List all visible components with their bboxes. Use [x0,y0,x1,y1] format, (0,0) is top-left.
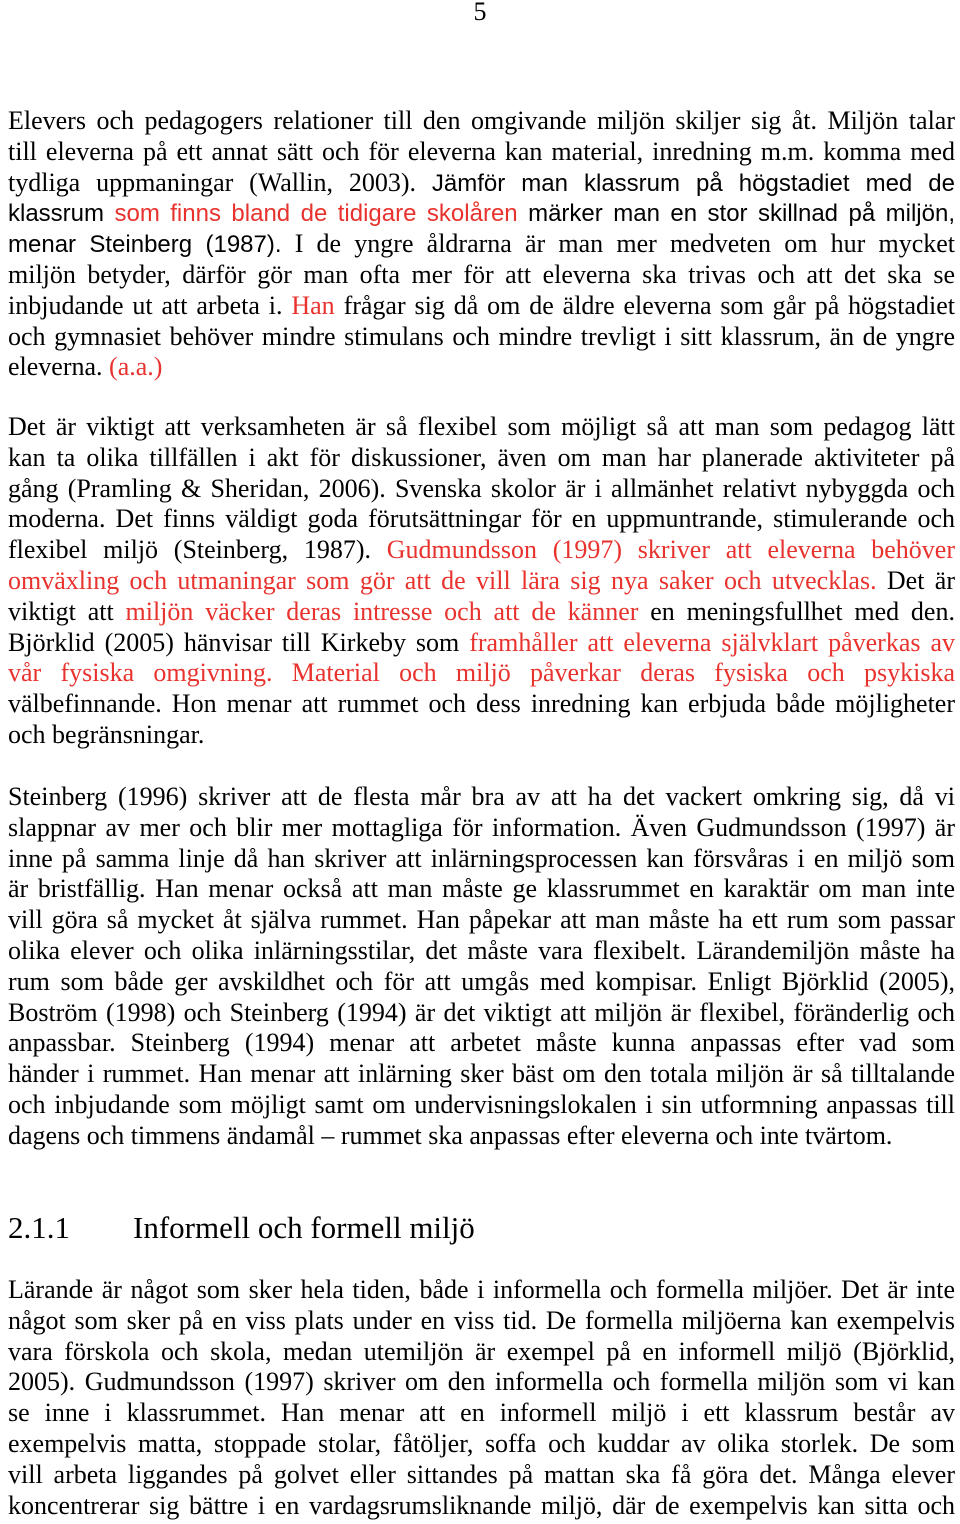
text-line [8,566,955,597]
text-run: en meningsfullhet med den. [638,596,955,626]
text-line [8,844,955,875]
text-run: tydliga uppmaningar (Wallin, 2003). [8,167,432,197]
text-line [8,967,955,998]
text-run: slappnar av mer och blir mer mottagliga för information. Även Gudmundsson (1997) är [8,812,955,842]
text-run: Elevers och pedagogers relationer till den omgivande miljön skiljer sig åt. Miljön talar [8,106,955,135]
text-run: Boström (1998) och Steinberg (1994) är det viktigt att miljön är flexibel, föränderlig och [8,997,955,1027]
text-run: rum som både ger avskildhet och för att umgås med kompisar. Enligt Björklid (2005), [8,966,955,996]
text-run: miljön betyder, därför gör man ofta mer för att eleverna ska trivas och att det ska se [8,259,955,289]
text-run: 2005). Gudmundsson (1997) skriver om den informella och formella miljön som vi kan [8,1367,955,1397]
text-line [8,229,955,260]
text-line [8,137,955,168]
text-line [8,412,955,443]
highlighted-text: framhåller att eleverna självklart påverkas av [469,627,955,657]
text-run: vara förskola och skola, medan utemiljön är exempel på en informell miljö (Björklid, [8,1336,955,1366]
text-run: I de yngre åldrarna är man mer medveten om hur mycket [281,229,955,259]
text-line [8,936,955,967]
text-line [8,1460,955,1491]
text-line [8,782,955,813]
text-run: välbefinnande. Hon menar att rummet och dess inredning kan erbjuda både möjligheter [8,689,955,719]
text-run: dagens och timmens ändamål – rummet ska anpassas efter eleverna och inte tvärtom. [8,1120,893,1150]
text-run: något som sker på en viss plats under en viss tid. De formella miljöerna kan exempelvis [8,1305,955,1335]
section-heading [0,1210,960,1246]
text-run: Det är viktigt att verksamheten är så flexibel som möjligt så att man som pedagog lätt [8,412,955,441]
text-line [8,106,955,137]
text-run: gång (Pramling & Sheridan, 2006). Svenska skolor är i allmänhet relativt nybyggda och [8,473,955,503]
text-line [8,291,955,322]
text-run: viktigt att [8,596,126,626]
text-line [8,1367,955,1398]
text-line [8,720,955,751]
text-run: händer i rummet. Han menar att inlärning sker bäst om den totala miljön är så tilltalande [8,1059,955,1089]
text-line [8,1398,955,1429]
text-run: Steinberg (1996) skriver att de flesta mår bra av att ha det vackert omkring sig, då vi [8,782,955,811]
text-run: exempelvis matta, stoppade stolar, fåtöljer, soffa och kuddar av olika storlek. De som [8,1428,955,1458]
section-number: 2.1.1 [8,1210,70,1245]
text-line [8,1275,955,1306]
text-line [8,535,955,566]
text-line [8,1090,955,1121]
text-line [8,198,955,229]
text-line [8,352,955,383]
text-line [8,658,955,689]
text-line [8,905,955,936]
text-line [8,322,955,353]
text-line [8,1059,955,1090]
text-run: koncentrerar sig bättre i en vardagsrumsliknande miljö, där de exempelvis kan sitta och [8,1490,955,1520]
text-line [8,1491,955,1522]
text-run: moderna. Det finns väldigt goda förutsättningar för en uppmuntrande, stimulerande och [8,504,955,534]
text-run: Jämför man klassrum på högstadiet med de [431,169,955,197]
text-line [8,168,955,199]
text-run: inne på samma linje då han skriver att inlärningsprocessen kan försvåras i en miljö som [8,843,955,873]
text-run: är bristfällig. Han menar också att man måste ge klassrummet en karaktär om man inte [8,874,955,904]
text-run: flexibel miljö (Steinberg, 1987). [8,535,387,565]
text-run: Björklid (2005) hänvisar till Kirkeby som [8,627,470,657]
text-run: Lärande är något som sker hela tiden, både i informella och formella miljöer. Det är inte [8,1275,955,1304]
highlighted-text: vår fysiska omgivning. Material och miljö påverkar deras fysiska och psykiska [8,658,955,688]
text-run: eleverna. [8,352,110,382]
highlighted-text: (a.a.) [109,352,163,382]
section-title: Informell och formell miljö [133,1210,475,1245]
text-run: vill göra så mycket åt själva rummet. Han påpekar att man måste ha ett rum som passar [8,905,955,935]
text-line [8,813,955,844]
text-line [8,443,955,474]
paragraph [8,106,955,383]
text-run: och gymnasiet behöver mindre stimulans och mindre trevligt i sitt klassrum, än de yngre [8,321,955,351]
text-run: klassrum [8,200,115,228]
highlighted-text: miljön väcker deras intresse och att de känner [125,596,639,626]
text-line [8,689,955,720]
text-run: Det är [876,565,955,595]
text-run: olika elever och olika inlärningsstilar, det måste vara flexibelt. Lärandemiljön måste ha [8,935,955,965]
text-line [8,1121,955,1152]
paragraph [8,1275,955,1521]
text-line [8,998,955,1029]
text-line [8,260,955,291]
highlighted-text: omväxling och utmaningar som gör att de vill lära sig nya saker och utvecklas. [8,565,877,595]
text-run: anpassbar. Steinberg (1994) menar att arbetet måste kunna anpassas efter vad som [8,1028,955,1058]
text-run: frågar sig då om de äldre eleverna som går på högstadiet [334,290,955,320]
text-run: och begränsningar. [8,719,205,749]
text-line [8,1337,955,1368]
text-line [8,1306,955,1337]
text-line [8,628,955,659]
text-run: se inne i klassrummet. Han menar att en informell miljö i ett klassrum består av [8,1398,955,1428]
text-line [8,597,955,628]
text-line [8,504,955,535]
text-run: märker man en stor skillnad på miljön, [517,200,955,228]
page-number: 5 [473,0,487,26]
highlighted-text: som finns bland de tidigare skolåren [114,200,518,228]
text-run: till eleverna på ett annat sätt och för eleverna kan material, inredning m.m. komma med [8,136,955,166]
text-line [8,874,955,905]
text-line [8,1429,955,1460]
text-run: menar Steinberg (1987). [8,231,282,259]
text-run: kan ta olika tillfällen i akt för diskussioner, även om man har planerade aktiviteter på [8,442,955,472]
text-run: vill arbeta liggandes på golvet eller sittandes på mattan ska få göra det. Många elever [8,1459,955,1489]
highlighted-text: Han [291,290,335,320]
paragraph [8,412,955,751]
text-line [8,474,955,505]
paragraph [8,782,955,1152]
highlighted-text: Gudmundsson (1997) skriver att eleverna behöver [386,535,955,565]
text-line [8,1028,955,1059]
text-run: och inbjudande som möjligt samt om undervisningslokalen i sin utformning anpassas till [8,1089,955,1119]
text-run: inbjudande ut att arbeta i. [8,290,292,320]
